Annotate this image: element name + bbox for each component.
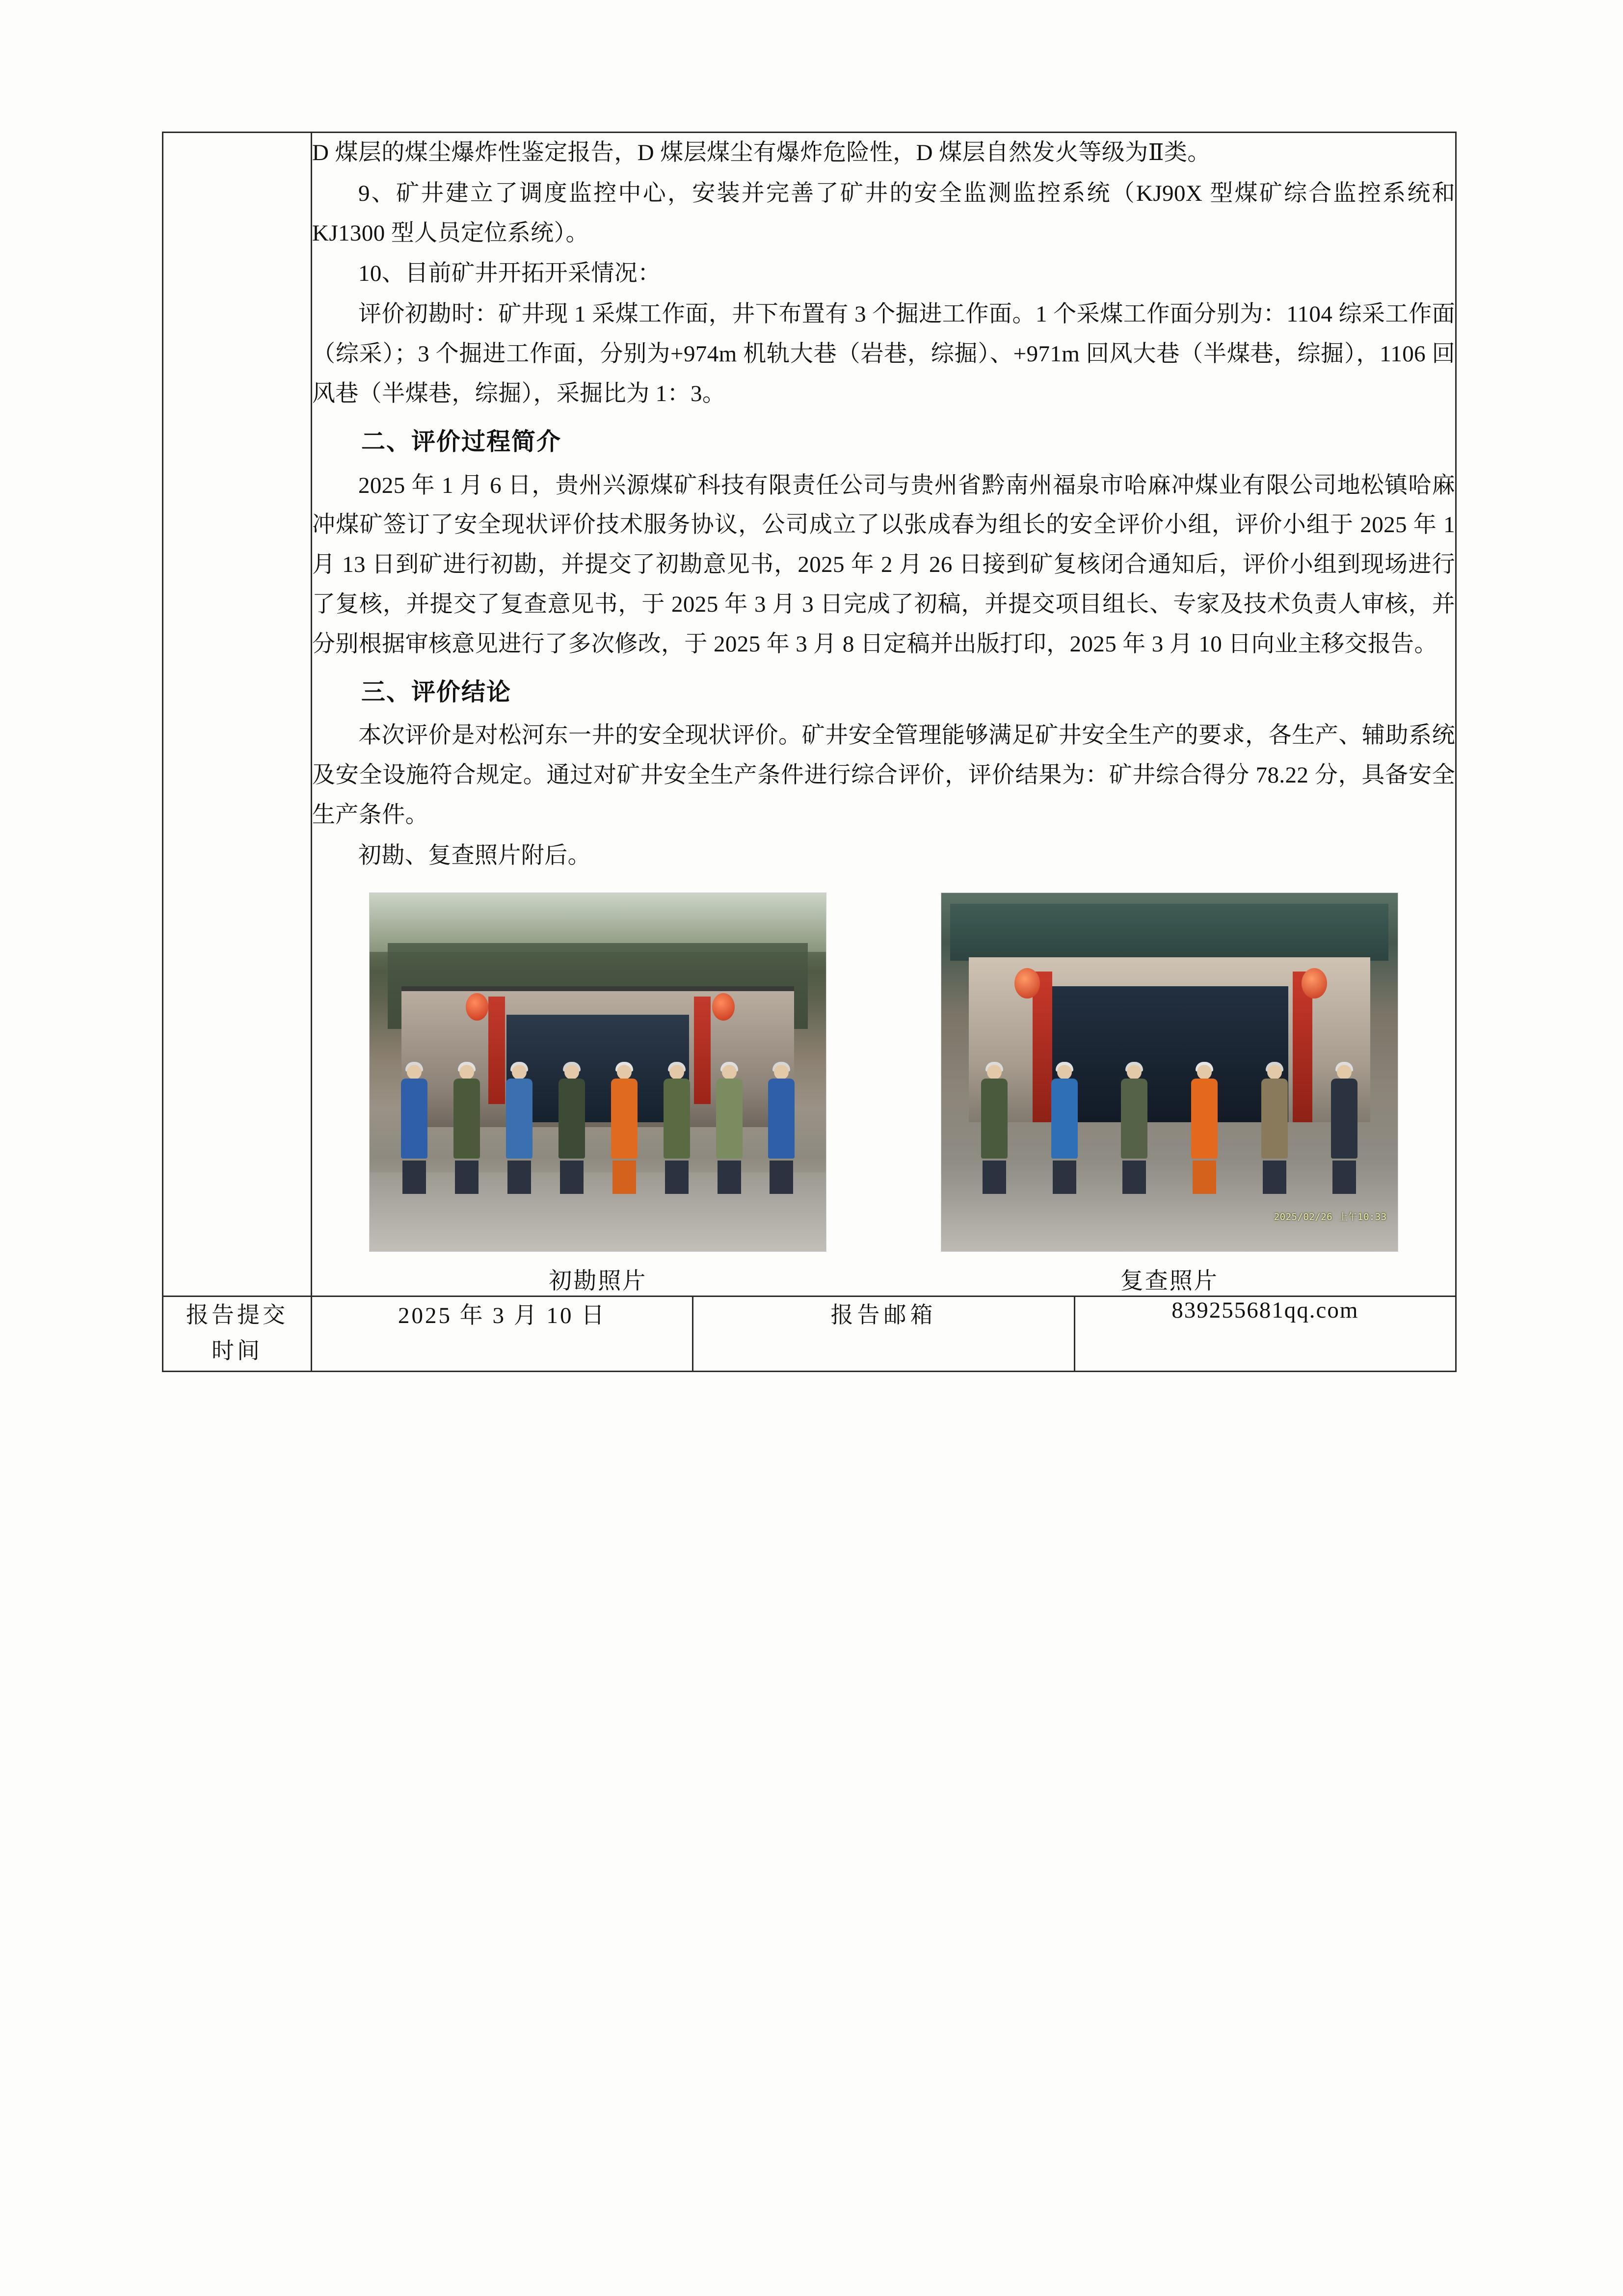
photo-people-group [388,1065,808,1194]
paragraph-evaluation-process: 2025 年 1 月 6 日，贵州兴源煤矿科技有限责任公司与贵州省黔南州福泉市哈麻冲煤业有限公司地松镇哈麻冲煤矿签订了安全现状评价技术服务协议，公司成立了以张成春为组长的安全评价小组，评价小组于 2025 年 1 月 13 日到矿进行初勘，并提交了初勘意见书，2025 年 2 月 26 日接到矿复核闭合通知后，评价小组到现场进行了复核，并提交了复查意见书，于 2025 年 3 月 3 日完成了初稿，并提交项目组长、专家及技术负责人审核，并分别根据审核意见进行了多次修改，于 2025 年 3 月 8 日定稿并出版打印，2025 年 3 月 10 日向业主移交报告。 [312,472,1455,657]
report-table [162,132,1457,1372]
paragraph-monitoring-system: 9、矿井建立了调度监控中心，安装并完善了矿井的安全监测监控系统（KJ90X 型煤矿综合监控系统和 KJ1300 型人员定位系统）。 [312,180,1455,246]
photos-row [312,892,1455,1296]
paragraph-mining-status-title: 10、目前矿井开拓开采情况： [358,261,661,287]
photo-people-group [959,1065,1380,1194]
submit-time-label-line1: 报告提交 [186,1302,288,1327]
submit-time-label [163,1296,312,1371]
photo-timestamp: 2025/02/26 上午10:33 [1274,1211,1387,1222]
photo-block-initial-survey [370,892,826,1296]
paragraph-coal-dust: D 煤层的煤尘爆炸性鉴定报告，D 煤层煤尘有爆炸危险性，D 煤层自然发火等级为Ⅱ类。 [312,140,1211,165]
report-body-cell [312,133,1456,1297]
photo-block-review [941,892,1398,1296]
paragraph-evaluation-conclusion: 本次评价是对松河东一井的安全现状评价。矿井安全管理能够满足矿井安全生产的要求，各生产、辅助系统及安全设施符合规定。通过对矿井安全生产条件进行综合评价，评价结果为：矿井综合得分 78.22 分，具备安全生产条件。 [312,723,1455,828]
footer-row [163,1296,1456,1371]
email-label: 报告邮箱 [693,1296,1074,1371]
left-label-cell-empty [163,133,312,1297]
submit-time-value: 2025 年 3 月 10 日 [312,1296,693,1371]
heading-evaluation-process: 二、评价过程简介 [361,428,562,455]
photo-initial-survey [369,892,826,1252]
paragraph-mining-status-detail: 评价初勘时：矿井现 1 采煤工作面，井下布置有 3 个掘进工作面。1 个采煤工作面分别为：1104 综采工作面（综采）；3 个掘进工作面，分别为+974m 机轨大巷（岩巷，综掘）、+971m 回风大巷（半煤巷，综掘），1106 回风巷（半煤巷，综掘），采掘比为 1：3。 [312,301,1455,406]
photo-caption-review: 复查照片 [1120,1268,1219,1294]
content-row [163,133,1456,1297]
email-value: 839255681qq.com [1074,1296,1456,1371]
heading-evaluation-conclusion: 三、评价结论 [361,678,512,705]
photo-caption-initial-survey: 初勘照片 [549,1268,647,1294]
submit-time-label-line2: 时间 [212,1338,263,1364]
photo-review [941,892,1398,1252]
paragraph-photos-note: 初勘、复查照片附后。 [358,842,591,868]
